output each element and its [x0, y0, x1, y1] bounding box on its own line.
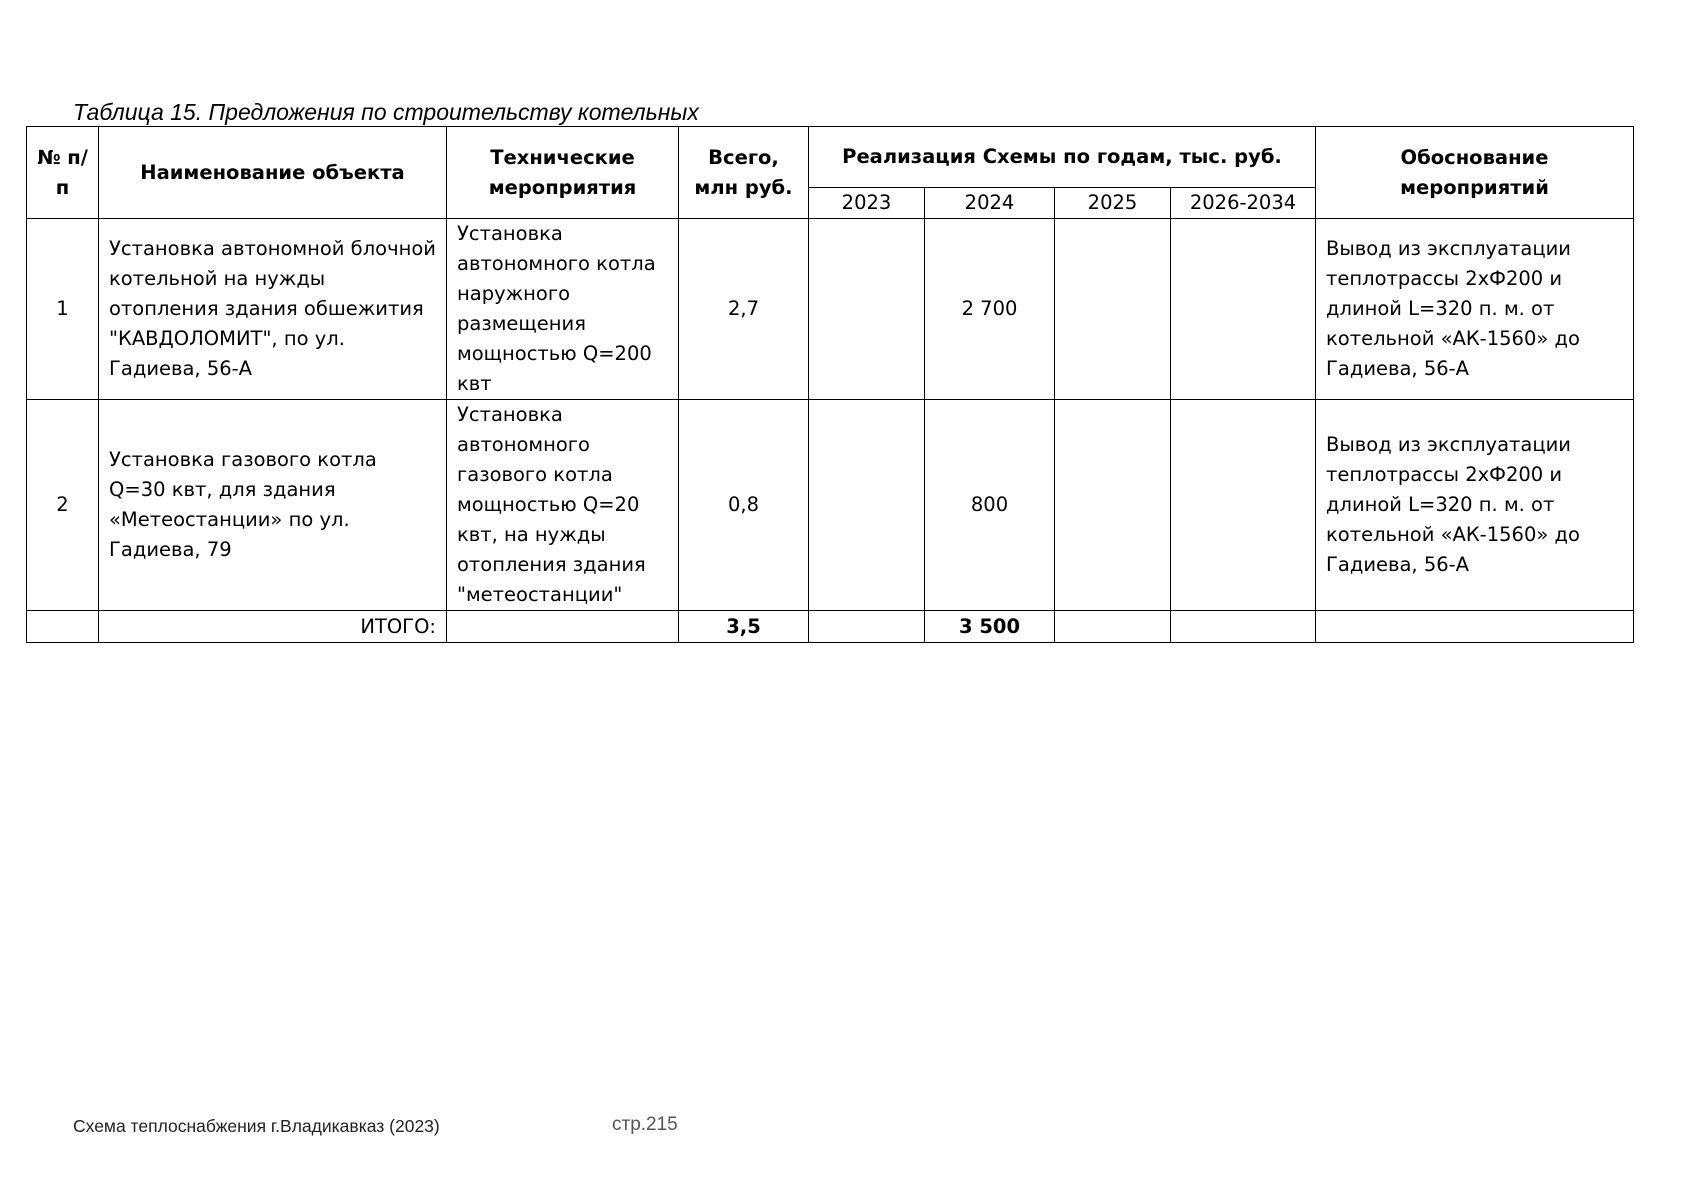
header-year-2023: 2023: [809, 188, 925, 219]
row-tech: Установка автономного котла наружного размещения мощностью Q=200 квт: [447, 219, 679, 400]
total-2024: 3 500: [925, 611, 1055, 643]
row-2025: [1055, 219, 1171, 400]
row-2024: 800: [925, 400, 1055, 611]
header-total: Всего, млн руб.: [679, 127, 809, 219]
total-empty-justification: [1316, 611, 1634, 643]
row-num: 1: [27, 219, 99, 400]
header-year-2026-2034: 2026-2034: [1171, 188, 1316, 219]
total-label: ИТОГО:: [99, 611, 447, 643]
header-year-2025: 2025: [1055, 188, 1171, 219]
header-realization: Реализация Схемы по годам, тыс. руб.: [809, 127, 1316, 188]
row-justification: Вывод из эксплуатации теплотрассы 2хФ200 и длиной L=320 п. м. от котельной «АК-1560» до Гадиева, 56-А: [1316, 219, 1634, 400]
footer-page-number: стр.215: [612, 1114, 678, 1135]
row-tech: Установка автономного газового котла мощностью Q=20 квт, на нужды отопления здания "метеостанции": [447, 400, 679, 611]
total-empty-tech: [447, 611, 679, 643]
header-justification: Обоснование мероприятий: [1316, 127, 1634, 219]
row-2023: [809, 219, 925, 400]
total-empty-2023: [809, 611, 925, 643]
total-empty-num: [27, 611, 99, 643]
table-row: [27, 219, 1634, 400]
row-name: Установка автономной блочной котельной на нужды отопления здания обшежития "КАВДОЛОМИТ", по ул. Гадиева, 56-А: [99, 219, 447, 400]
row-2026-2034: [1171, 219, 1316, 400]
row-name: Установка газового котла Q=30 квт, для здания «Метеостанции» по ул. Гадиева, 79: [99, 400, 447, 611]
header-tech: Технические мероприятия: [447, 127, 679, 219]
row-num: 2: [27, 400, 99, 611]
table-caption: Таблица 15. Предложения по строительству котельных: [73, 99, 699, 125]
header-name: Наименование объекта: [99, 127, 447, 219]
row-2025: [1055, 400, 1171, 611]
row-justification: Вывод из эксплуатации теплотрассы 2хФ200 и длиной L=320 п. м. от котельной «АК-1560» до Гадиева, 56-А: [1316, 400, 1634, 611]
total-sum: 3,5: [679, 611, 809, 643]
row-2026-2034: [1171, 400, 1316, 611]
construction-proposals-table: [26, 126, 1634, 643]
row-total: 0,8: [679, 400, 809, 611]
row-total: 2,7: [679, 219, 809, 400]
row-2023: [809, 400, 925, 611]
total-empty-2026-2034: [1171, 611, 1316, 643]
total-row: [27, 611, 1634, 643]
header-row: [27, 127, 1634, 188]
row-2024: 2 700: [925, 219, 1055, 400]
header-num: № п/п: [27, 127, 99, 219]
header-year-2024: 2024: [925, 188, 1055, 219]
footer-document-title: Схема теплоснабжения г.Владикавказ (2023): [73, 1116, 440, 1136]
total-empty-2025: [1055, 611, 1171, 643]
table-row: [27, 400, 1634, 611]
